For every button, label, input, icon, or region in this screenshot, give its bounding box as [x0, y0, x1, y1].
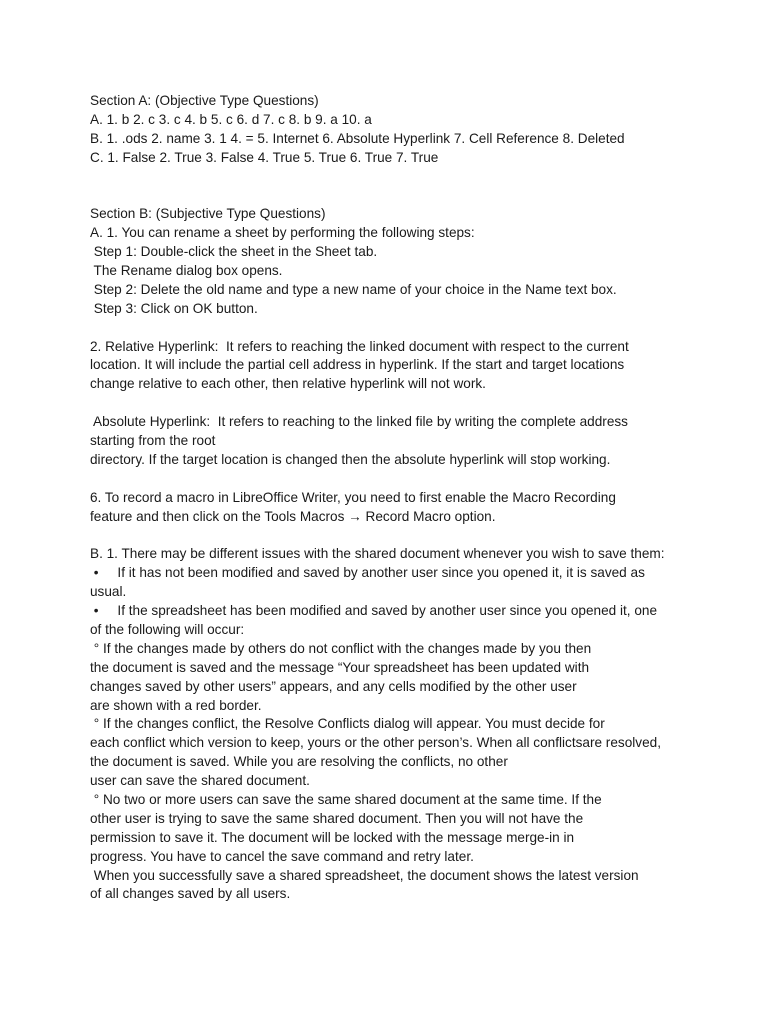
- shared-document-line: of all changes saved by all users.: [90, 886, 291, 902]
- shared-document-line: the document is saved and the message “Your spreadsheet has been updated with: [90, 659, 590, 675]
- blank-line: [90, 470, 760, 489]
- relative-hyperlink-line: change relative to each other, then relative hyperlink will not work.: [90, 376, 486, 392]
- shared-document-line: are shown with a red border.: [90, 697, 262, 713]
- shared-document-line: user can save the shared document.: [90, 773, 310, 789]
- shared-document-line: the document is saved. While you are resolving the conflicts, no other: [90, 754, 508, 770]
- rename-line: Step 1: Double-click the sheet in the Sheet tab.: [90, 244, 378, 260]
- shared-document-line: ° No two or more users can save the same shared document at the same time. If the: [90, 791, 602, 807]
- shared-document-line: each conflict which version to keep, yours or the other person’s. When all conflictsare resolved,: [90, 735, 661, 751]
- macro-line: feature and then click on the Tools Macros → Record Macro option.: [90, 508, 496, 524]
- relative-hyperlink-line: 2. Relative Hyperlink: It refers to reaching the linked document with respect to the current: [90, 338, 629, 354]
- section-b-heading: Section B: (Subjective Type Questions): [90, 206, 326, 222]
- section-a-line-c: C. 1. False 2. True 3. False 4. True 5. True 6. True 7. True: [90, 149, 439, 165]
- shared-document-line: other user is trying to save the same shared document. Then you will not have the: [90, 810, 584, 826]
- shared-document-line: progress. You have to cancel the save command and retry later.: [90, 848, 474, 864]
- section-b: [90, 205, 760, 904]
- shared-document-line: B. 1. There may be different issues with the shared document whenever you wish to save them:: [90, 546, 665, 562]
- document-page: [90, 92, 760, 904]
- shared-document-line: • If it has not been modified and saved by another user since you opened it, it is saved as: [90, 565, 645, 581]
- absolute-hyperlink-line: Absolute Hyperlink: It refers to reaching to the linked file by writing the complete address: [90, 414, 628, 430]
- blank-line: [90, 319, 760, 338]
- blank-line: [90, 186, 760, 205]
- shared-document-line: changes saved by other users” appears, and any cells modified by the other user: [90, 678, 577, 694]
- shared-document-line: ° If the changes conflict, the Resolve Conflicts dialog will appear. You must decide for: [90, 716, 605, 732]
- section-a-line-a: A. 1. b 2. c 3. c 4. b 5. c 6. d 7. c 8. b 9. a 10. a: [90, 111, 372, 127]
- section-a-heading: Section A: (Objective Type Questions): [90, 93, 319, 108]
- relative-hyperlink-line: location. It will include the partial cell address in hyperlink. If the start and target locations: [90, 357, 625, 373]
- shared-document-line: usual.: [90, 584, 127, 600]
- rename-line: Step 2: Delete the old name and type a new name of your choice in the Name text box.: [90, 281, 617, 297]
- shared-document-line: permission to save it. The document will be locked with the message merge-in in: [90, 829, 575, 845]
- blank-line: [90, 394, 760, 413]
- shared-document-line: ° If the changes made by others do not conflict with the changes made by you then: [90, 640, 592, 656]
- blank-line: [90, 168, 760, 187]
- shared-document-line: • If the spreadsheet has been modified and saved by another user since you opened it, one: [90, 603, 658, 619]
- absolute-hyperlink-line: directory. If the target location is changed then the absolute hyperlink will stop working.: [90, 451, 611, 467]
- shared-document-line: When you successfully save a shared spreadsheet, the document shows the latest version: [90, 867, 639, 883]
- shared-document-line: of the following will occur:: [90, 621, 245, 637]
- rename-line: Step 3: Click on OK button.: [90, 300, 258, 316]
- section-a: [90, 92, 760, 168]
- rename-line: A. 1. You can rename a sheet by performing the following steps:: [90, 225, 475, 241]
- rename-line: The Rename dialog box opens.: [90, 263, 283, 279]
- macro-line: 6. To record a macro in LibreOffice Writer, you need to first enable the Macro Recording: [90, 489, 616, 505]
- blank-line: [90, 526, 760, 545]
- section-a-line-b: B. 1. .ods 2. name 3. 1 4. = 5. Internet 6. Absolute Hyperlink 7. Cell Reference 8. Deleted: [90, 130, 625, 146]
- absolute-hyperlink-line: starting from the root: [90, 433, 216, 449]
